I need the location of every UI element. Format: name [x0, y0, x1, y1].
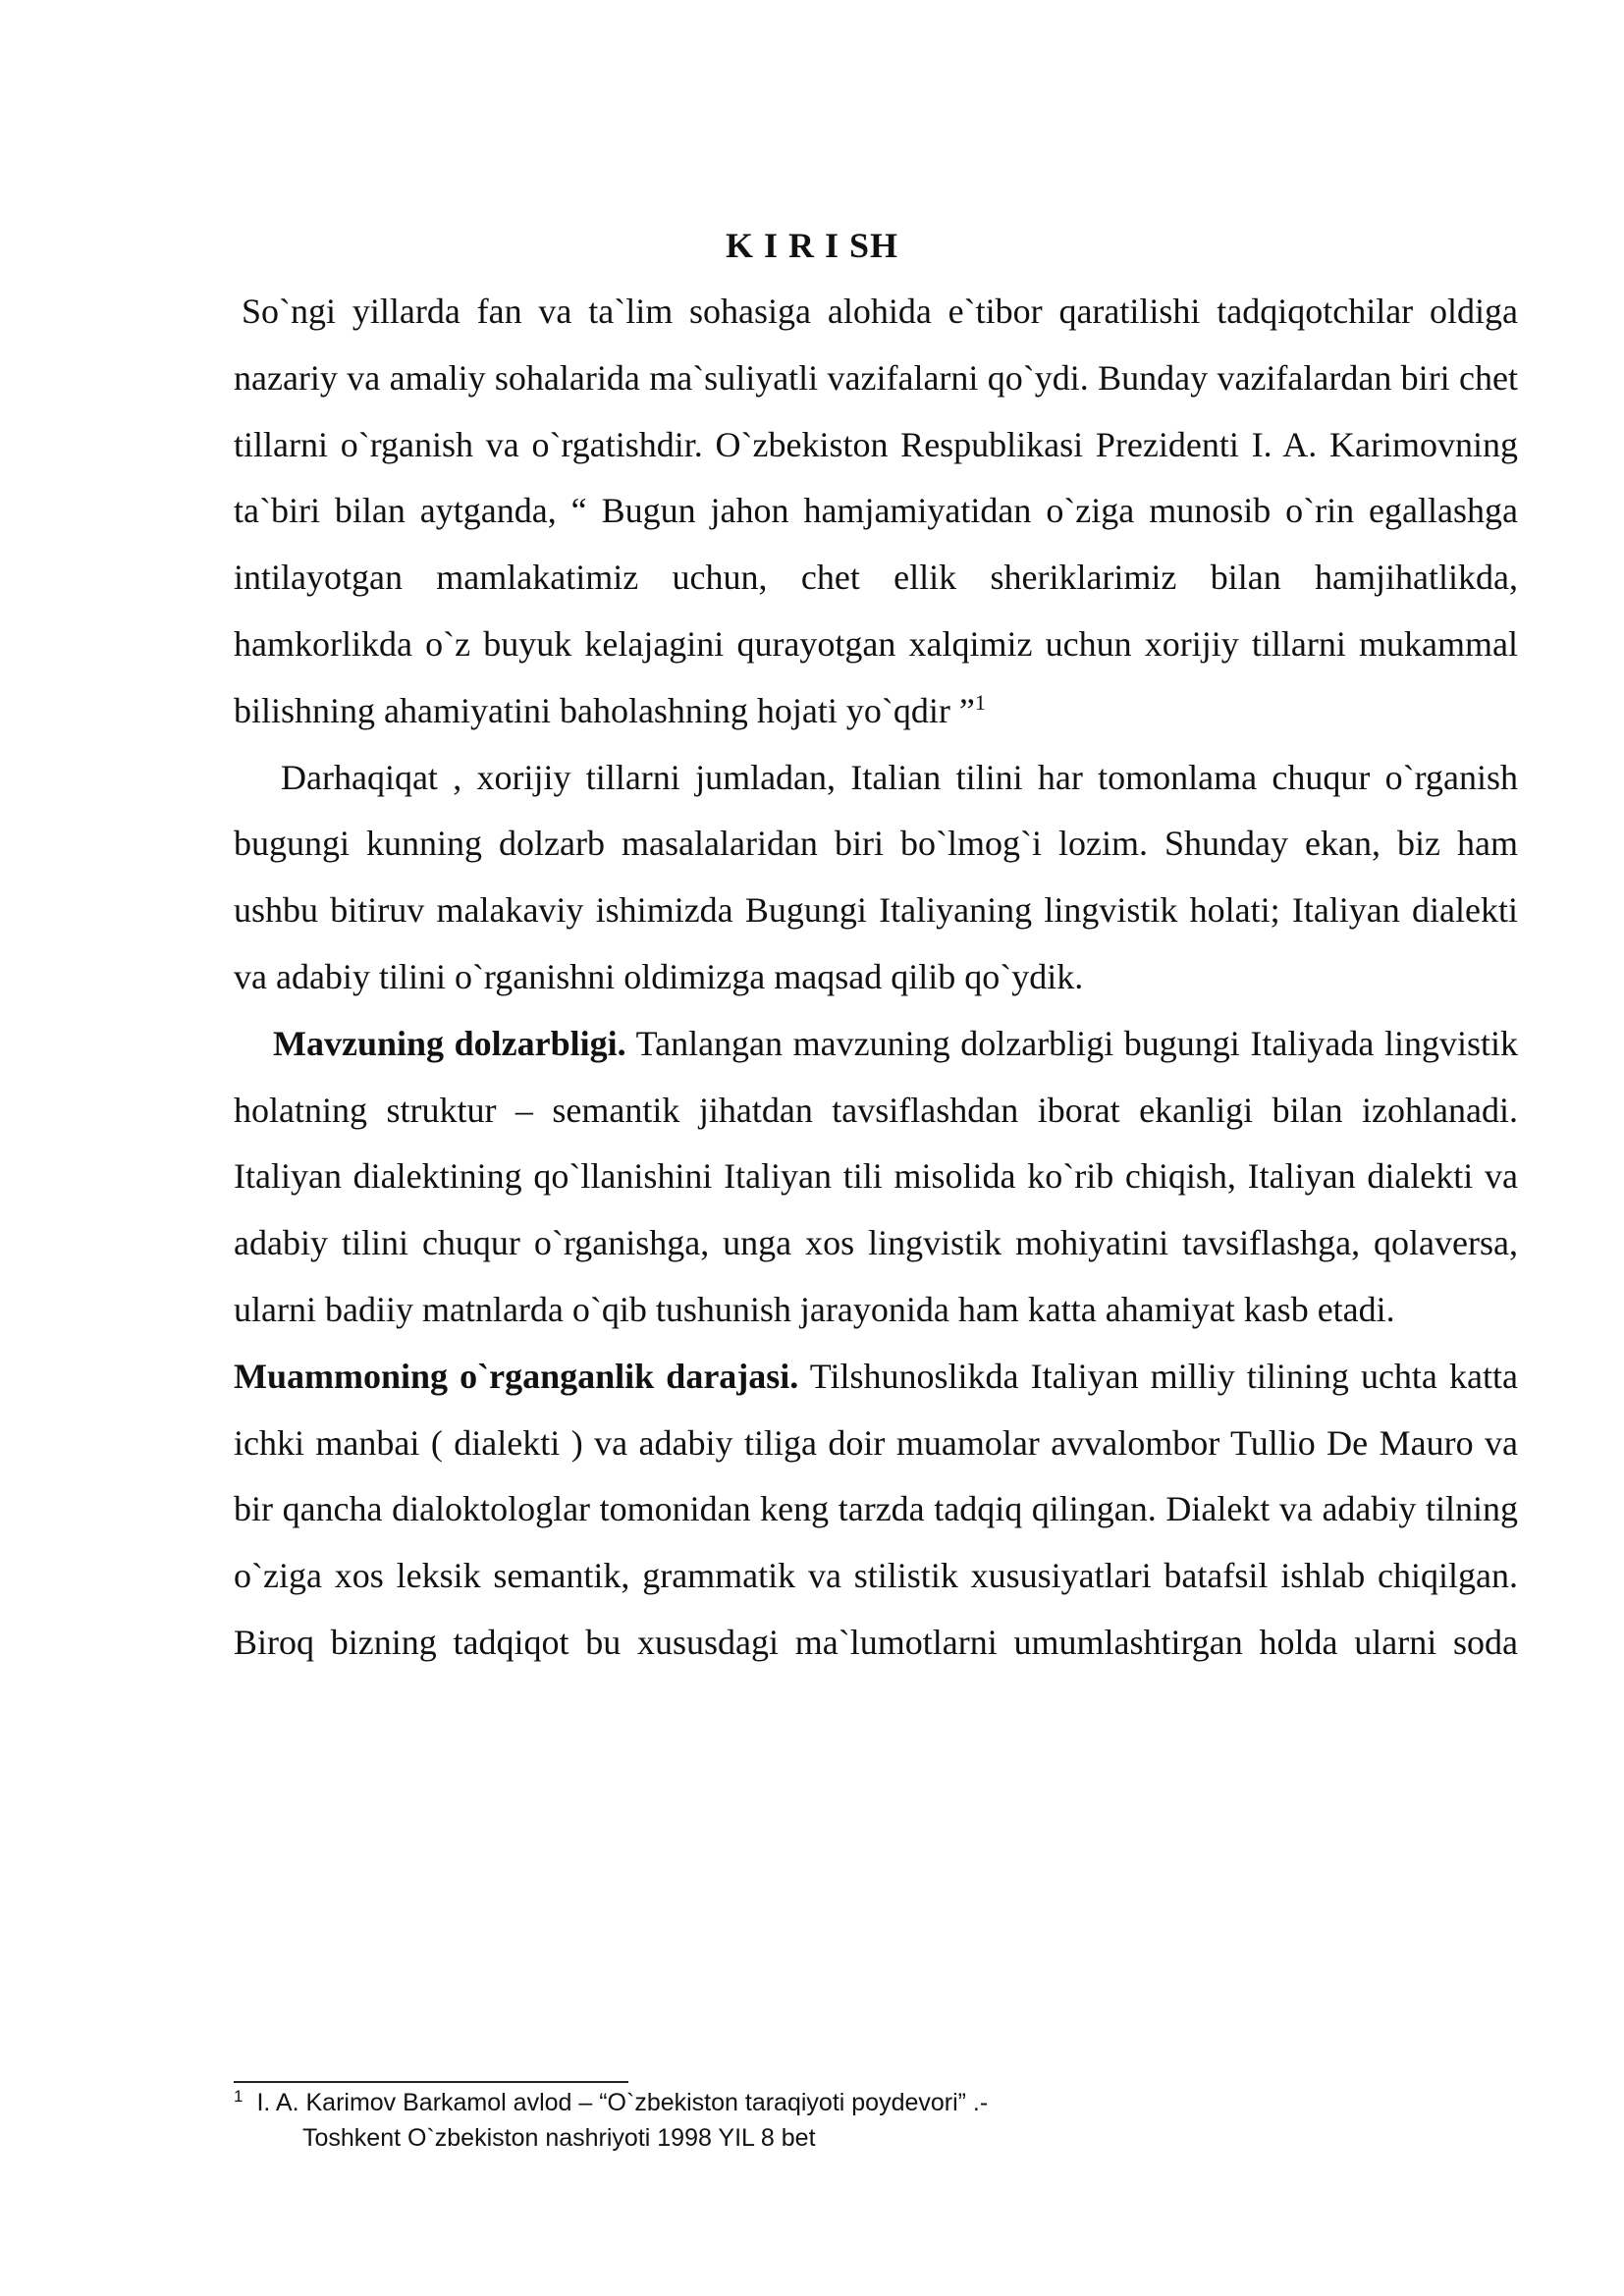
footnote-divider [234, 2081, 628, 2083]
footnote-reference: 1 [974, 689, 986, 715]
relevance-heading: Mavzuning dolzarbligi. [273, 1023, 626, 1063]
paragraph-research-level [234, 1344, 1518, 1677]
relevance-text: Tanlangan mavzuning dolzarbligi bugungi Italiyada lingvistik holatning struktur – semantik jihatdan tavsiflashdan iborat ekanligi bilan izohlanadi. Italiyan dialektining qo`llanishini Italiyan tili misolida ko`rib chiqish, Italiyan dialekti va adabiy tilini chuqur o`rganishga, unga xos lingvistik mohiyatini tavsiflashga, qolaversa, ularni badiiy matnlarda o`qib tushunish jarayonida ham katta ahamiyat kasb etadi. [234, 1023, 1518, 1329]
paragraph-intro [234, 279, 1518, 745]
research-level-heading: Muammoning o`rganganlik darajasi. [234, 1356, 799, 1396]
footnote-line-1: I. A. Karimov Barkamol avlod – “O`zbekiston taraqiyoti poydevori” .- [256, 2089, 989, 2116]
paragraph-intro-text: So`ngi yillarda fan va ta`lim sohasiga alohida e`tibor qaratilishi tadqiqotchilar oldiga nazariy va amaliy sohalarida ma`suliyatli vazifalarni qo`ydi. Bunday vazifalardan biri chet tillarni o`rganish va o`rgatishdir. O`zbekiston Respublikasi Prezidenti I. A. Karimovning ta`biri bilan aytganda, “ Bugun jahon hamjamiyatidan o`ziga munosib o`rin egallashga intilayotgan mamlakatimiz uchun, chet ellik sheriklarimiz bilan hamjihatlikda, hamkorlikda o`z buyuk kelajagini qurayotgan xalqimiz uchun xorijiy tillarni mukammal bilishning ahamiyatini baholashning hojati yo`qdir ” [234, 292, 1518, 730]
paragraph-purpose: Darhaqiqat , xorijiy tillarni jumladan, Italian tilini har tomonlama chuqur o`rganish bugungi kunning dolzarb masalalaridan biri bo`lmog`i lozim. Shunday ekan, biz ham ushbu bitiruv malakaviy ishimizda Bugungi Italiyaning lingvistik holati; Italiyan dialekti va adabiy tilini o`rganishni oldimizga maqsad qilib qo`ydik. [234, 757, 1518, 996]
footnote-mark: 1 [234, 2086, 244, 2106]
body-text [234, 279, 1518, 1677]
footnote [234, 2085, 1412, 2156]
page-title: K I R I SH [725, 226, 899, 265]
paragraph-relevance [234, 1011, 1518, 1344]
footnote-line-2: Toshkent O`zbekiston nashriyoti 1998 YIL 8 bet [302, 2124, 816, 2152]
research-level-text: Tilshunoslikda Italiyan milliy tilining uchta katta ichki manbai ( dialekti ) va adabiy tiliga doir muamolar avvalombor Tullio De Mauro va bir qancha dialoktologlar tomonidan keng tarzda tadqiq qilingan. Dialekt va adabiy tilning o`ziga xos leksik semantik, grammatik va stilistik xususiyatlari batafsil ishlab chiqilgan. Biroq bizning tadqiqot bu xususdagi ma`lumotlarni umumlashtirgan holda ularni soda [234, 1356, 1518, 1662]
